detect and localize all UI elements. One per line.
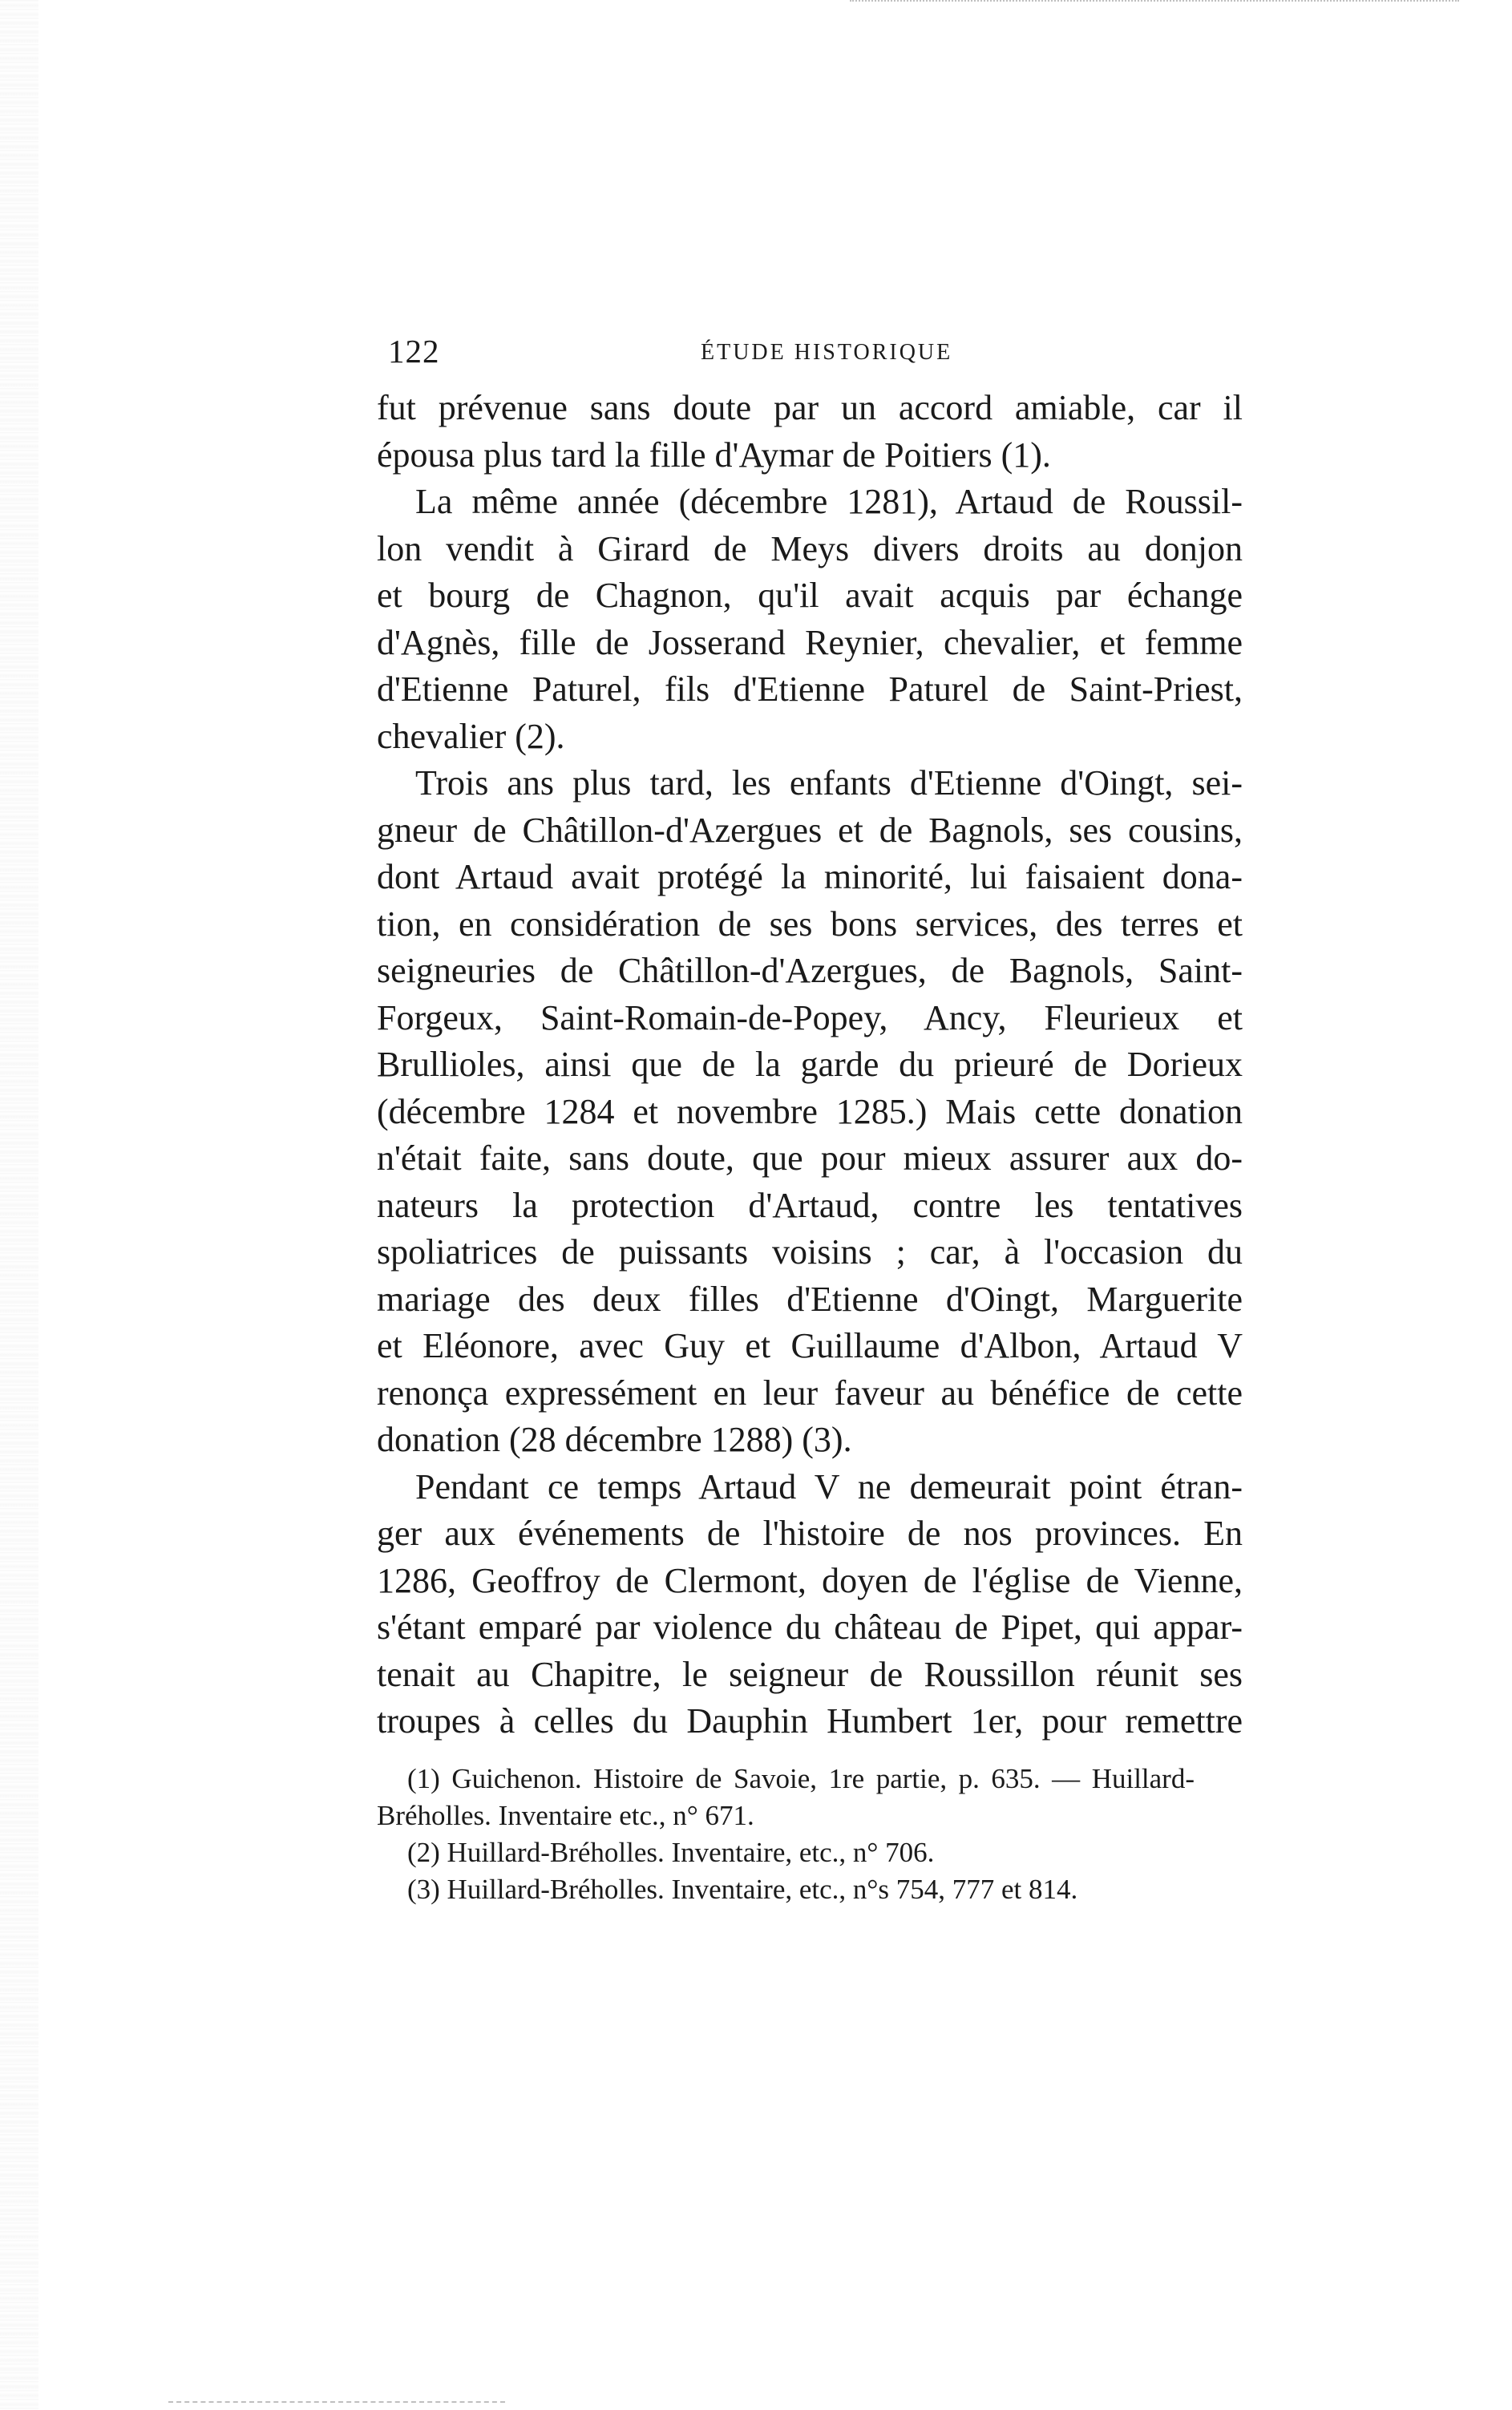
text-line: s'étant emparé par violence du château de Pipet, qui appar- [377,1607,1243,1647]
text-line: fut prévenue sans doute par un accord amiable, car il [377,388,1243,427]
text-line: renonça expressément en leur faveur au bénéfice de cette [377,1373,1243,1413]
body-text [377,385,1243,1745]
text-line: La même année (décembre 1281), Artaud de Roussil- [415,482,1243,521]
text-line: 1286, Geoffroy de Clermont, doyen de l'église de Vienne, [377,1560,1243,1600]
text-line: et bourg de Chagnon, qu'il avait acquis par échange [377,576,1243,615]
text-line: ger aux événements de l'histoire de nos provinces. En [377,1514,1243,1553]
text-line: chevalier (2). [377,716,565,756]
text-line: (décembre 1284 et novembre 1285.) Mais cette donation [377,1091,1243,1131]
text-line: nateurs la protection d'Artaud, contre les tentatives [377,1185,1243,1225]
footnote-line: (2) Huillard-Bréholles. Inventaire, etc., n° 706. [407,1837,935,1868]
scan-top-marks [850,0,1459,6]
text-line: tenait au Chapitre, le seigneur de Roussillon réunit ses [377,1654,1243,1694]
text-line: gneur de Châtillon-d'Azergues et de Bagnols, ses cousins, [377,810,1243,850]
text-line: spoliatrices de puissants voisins ; car, à l'occasion du [377,1232,1243,1272]
footnote-line: (1) Guichenon. Histoire de Savoie, 1re partie, p. 635. — Huillard- [407,1763,1195,1794]
text-line: et Eléonore, avec Guy et Guillaume d'Albon, Artaud V [377,1326,1243,1365]
text-line: tion, en considération de ses bons services, des terres et [377,904,1243,944]
text-line: donation (28 décembre 1288) (3). [377,1420,852,1459]
text-line: Trois ans plus tard, les enfants d'Etienne d'Oingt, sei- [415,763,1243,803]
text-line: d'Agnès, fille de Josserand Reynier, chevalier, et femme [377,622,1243,662]
text-line: Forgeux, Saint-Romain-de-Popey, Ancy, Fleurieux et [377,997,1243,1037]
footnotes [377,1761,1195,1908]
running-head [388,332,1238,372]
text-line: n'était faite, sans doute, que pour mieux assurer aux do- [377,1138,1243,1178]
text-line: dont Artaud avait protégé la minorité, lui faisaient dona- [377,857,1243,896]
scan-bottom-marks [168,2401,505,2406]
text-line: troupes à celles du Dauphin Humbert 1er, pour remettre [377,1701,1243,1741]
text-line: d'Etienne Paturel, fils d'Etienne Paturel de Saint-Priest, [377,669,1243,709]
text-line: mariage des deux filles d'Etienne d'Oingt, Marguerite [377,1279,1243,1319]
text-line: Brullioles, ainsi que de la garde du prieuré de Dorieux [377,1045,1243,1084]
text-line: lon vendit à Girard de Meys divers droits au donjon [377,528,1243,568]
header-title: ÉTUDE HISTORIQUE [701,340,953,365]
footnote-line: (3) Huillard-Bréholles. Inventaire, etc., n°s 754, 777 et 814. [407,1874,1078,1905]
page-number: 122 [388,333,440,370]
footnote-line: Bréholles. Inventaire etc., n° 671. [377,1800,754,1831]
text-line: seigneuries de Châtillon-d'Azergues, de Bagnols, Saint- [377,951,1243,990]
text-line: Pendant ce temps Artaud V ne demeurait point étran- [415,1466,1243,1506]
text-line: épousa plus tard la fille d'Aymar de Poitiers (1). [377,435,1051,475]
scan-edge-shadow [0,0,38,2410]
